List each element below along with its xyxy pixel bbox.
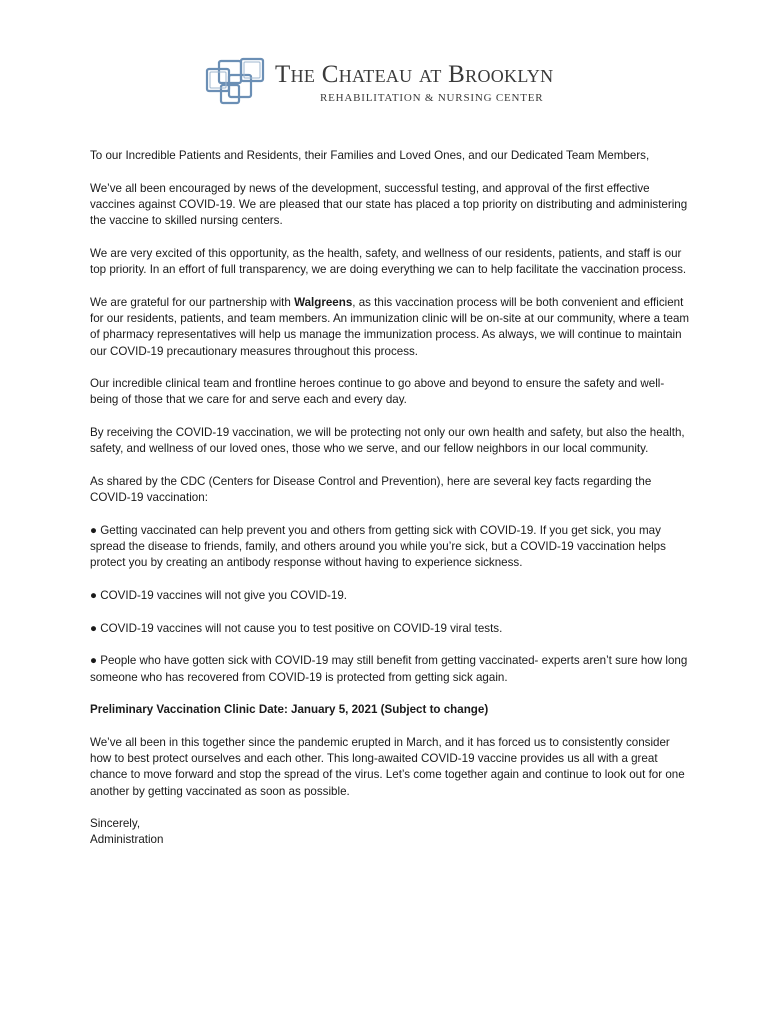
paragraph-excited: We are very excited of this opportunity, as the health, safety, and wellness of our residents, patients, and staff is our top priority. In an effort of full transparency, we are doing everything we can to help facilitate the vaccination process. bbox=[90, 246, 687, 277]
paragraph-clinical-team: Our incredible clinical team and frontline heroes continue to go above and beyond to ensure the safety and well-being of those that we care for and serve each and every day. bbox=[90, 377, 665, 407]
greeting: To our Incredible Patients and Residents, their Families and Loved Ones, and our Dedicated Team Members, bbox=[90, 149, 650, 162]
paragraph-together: We’ve all been in this together since the pandemic erupted in March, and it has forced us to consistently consider how to best protect ourselves and each other. This long-awaited COVID-19 vaccine provides us all with a great chance to move forward and stop the spread of the virus. Let’s come together again and continue to look out for one another by getting vaccinated as soon as possible. bbox=[90, 735, 685, 798]
signoff-block bbox=[90, 816, 690, 849]
fact-item: ● COVID-19 vaccines will not cause you to test positive on COVID-19 viral tests. bbox=[90, 621, 503, 635]
letterhead bbox=[205, 57, 575, 109]
partner-name: Walgreens bbox=[294, 295, 353, 309]
interlocking-squares-logo-icon bbox=[205, 57, 267, 107]
partnership-text-after: , as this vaccination process will be both convenient and efficient for our residents, patients, and team members. An immunization clinic will be on-site at our community, where a team of pharmacy representatives will help us manage the immunization process. As always, we will continue to maintain our COVID-19 precautionary measures throughout this process. bbox=[90, 295, 690, 358]
letter-body bbox=[90, 148, 690, 849]
paragraph-encouraged: We’ve all been encouraged by news of the development, successful testing, and approval of the first effective vaccines against COVID-19. We are pleased that our state has placed a top priority on distributing and administering the vaccine to skilled nursing centers. bbox=[90, 181, 688, 228]
fact-item: ● COVID-19 vaccines will not give you COVID-19. bbox=[90, 589, 348, 603]
fact-item: ● Getting vaccinated can help prevent you and others from getting sick with COVID-19. If you get sick, you may spread the disease to friends, family, and others around you while you’re sick, but a COVID-19 vaccination helps protect you by creating an antibody response without having to experience sickness. bbox=[90, 523, 666, 570]
paragraph-partnership bbox=[90, 295, 690, 360]
signature: Administration bbox=[90, 833, 164, 847]
signoff: Sincerely, bbox=[90, 817, 141, 831]
brand-name: The Chateau at Brooklyn bbox=[275, 61, 554, 88]
brand-subtitle: REHABILITATION & NURSING CENTER bbox=[320, 92, 544, 104]
fact-item: ● People who have gotten sick with COVID-19 may still benefit from getting vaccinated- experts aren’t sure how long someone who has recovered from COVID-19 is protected from getting sick again. bbox=[90, 654, 688, 684]
partnership-text-before: We are grateful for our partnership with bbox=[90, 295, 295, 309]
paragraph-cdc-intro: As shared by the CDC (Centers for Disease Control and Prevention), here are several key facts regarding the COVID-19 vaccination: bbox=[90, 474, 652, 505]
clinic-date: Preliminary Vaccination Clinic Date: January 5, 2021 (Subject to change) bbox=[90, 703, 489, 717]
paragraph-protecting: By receiving the COVID-19 vaccination, we will be protecting not only our own health and safety, but also the health, safety, and wellness of our loved ones, those who we serve, and our fellow neighbors in our local community. bbox=[90, 426, 685, 456]
